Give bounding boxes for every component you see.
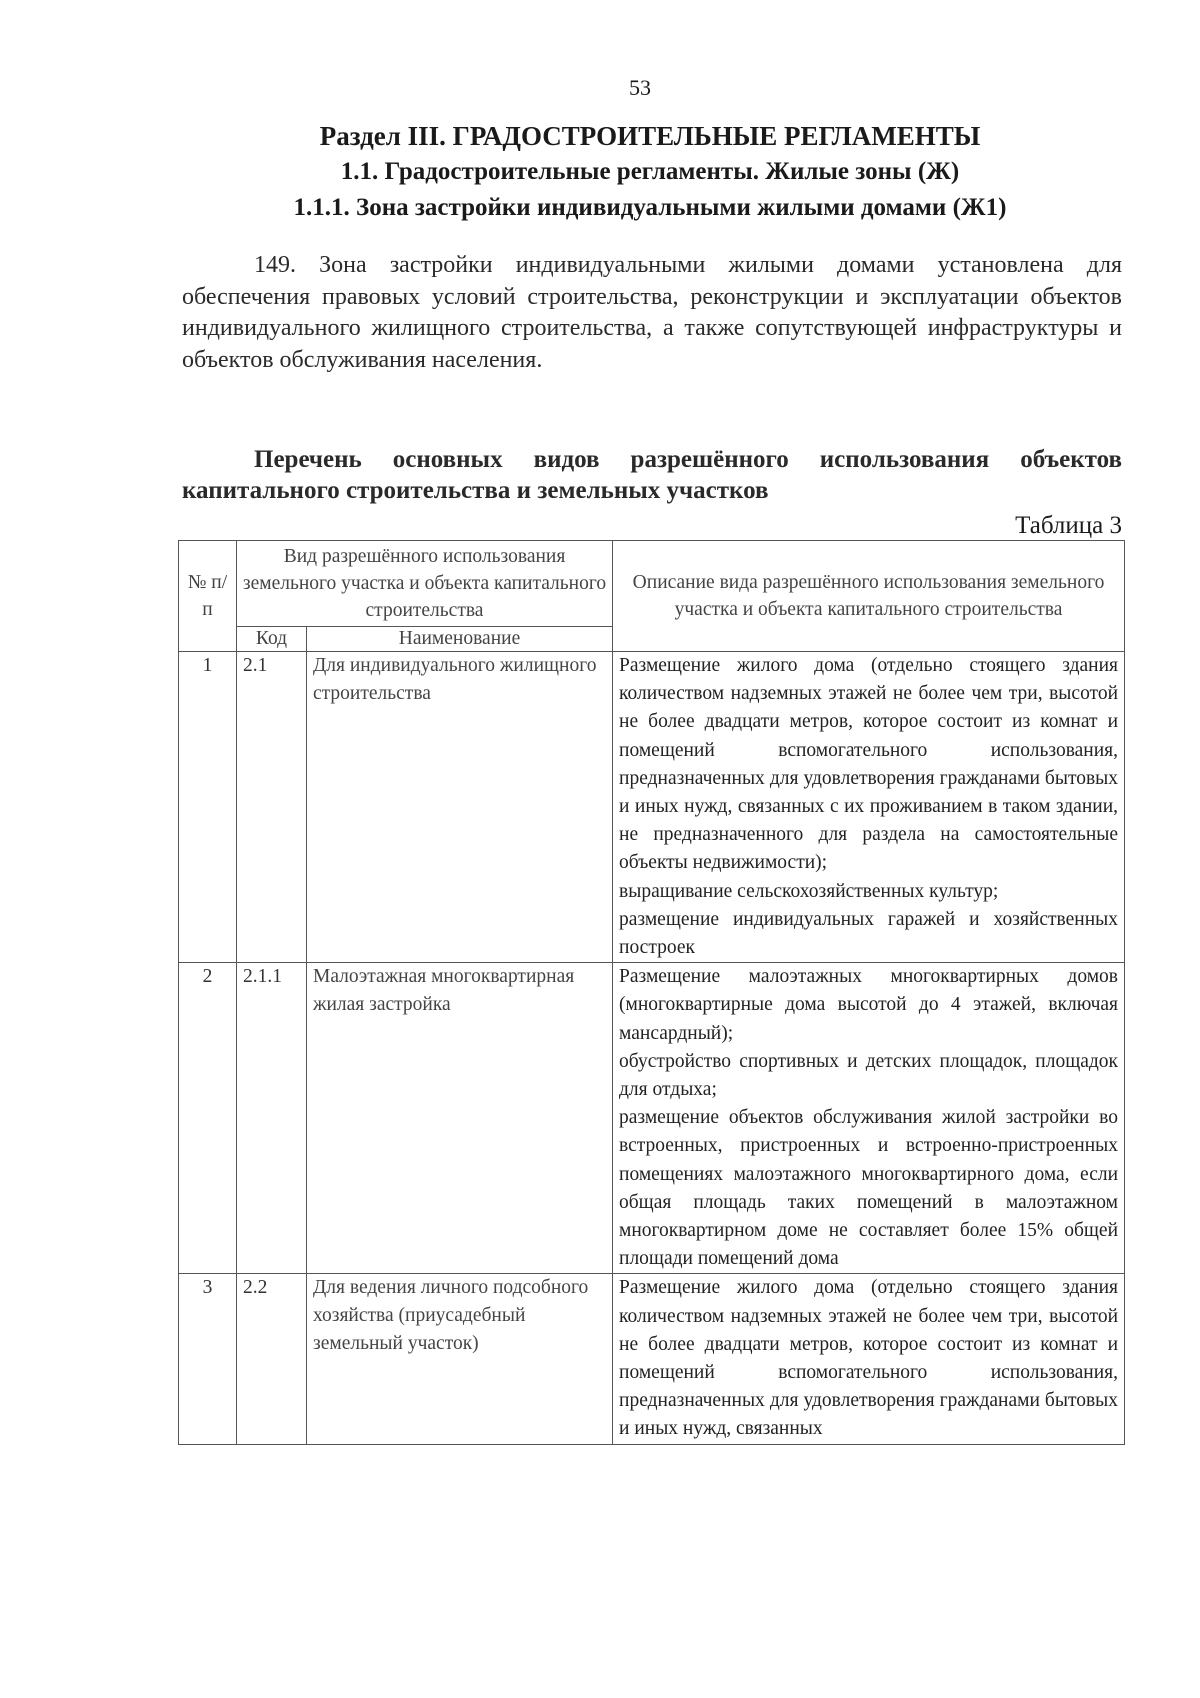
description-line: обустройство спортивных и детских площадок, площадок для отдыха;: [619, 1050, 1119, 1101]
row-number: 1: [179, 652, 237, 963]
row-name: Для ведения личного подсобного хозяйства (приусадебный земельный участок): [307, 1274, 613, 1444]
row-description: [613, 652, 1125, 963]
row-number: 3: [179, 1274, 237, 1444]
table-row: [179, 963, 1125, 1274]
row-code: 2.1.1: [237, 963, 307, 1274]
row-code: 2.2: [237, 1274, 307, 1444]
row-number: 2: [179, 963, 237, 1274]
headings-block: [0, 118, 1200, 226]
header-number: № п/п: [179, 541, 237, 652]
permitted-use-table: [178, 540, 1125, 1445]
row-code: 2.1: [237, 652, 307, 963]
table-caption: Таблица 3: [1015, 512, 1122, 539]
subsection-heading: 1.1. Градостроительные регламенты. Жилые зоны (Ж): [340, 158, 960, 185]
description-line: Размещение жилого дома (отдельно стоящего здания количеством надземных этажей не более чем три, высотой не более двадцати метров, которое состоит из комнат и помещений вспомогательного использования, предназначенных для удовлетворения гражданами бытовых и иных нужд, связанных с их проживанием в таком здании, не предназначенного для раздела на самостоятельные объекты недвижимости);: [619, 655, 1119, 874]
header-usage-type: Вид разрешённого использования земельного участка и объекта капитального строительства: [237, 541, 613, 627]
page-number: 53: [629, 75, 651, 100]
description-line: размещение индивидуальных гаражей и хозяйственных построек: [619, 908, 1119, 959]
header-description: Описание вида разрешённого использования земельного участка и объекта капитального строительства: [613, 541, 1125, 652]
description-line: Размещение жилого дома (отдельно стоящего здания количеством надземных этажей не более чем три, высотой не более двадцати метров, которое состоит из комнат и помещений вспомогательного использования, предназначенных для удовлетворения гражданами бытовых и иных нужд, связанных: [619, 1277, 1119, 1440]
row-name: Малоэтажная многоквартирная жилая застройка: [307, 963, 613, 1274]
list-title: Перечень основных видов разрешённого использования объектов капитального строительства и земельных участков: [182, 446, 1122, 504]
description-line: Размещение малоэтажных многоквартирных домов (многоквартирные дома высотой до 4 этажей, включая мансардный);: [619, 966, 1119, 1044]
header-code: Код: [237, 627, 307, 652]
row-name: Для индивидуального жилищного строительства: [307, 652, 613, 963]
description-line: выращивание сельскохозяйственных культур;: [619, 880, 999, 902]
section-heading: Раздел III. ГРАДОСТРОИТЕЛЬНЫЕ РЕГЛАМЕНТЫ: [319, 121, 981, 151]
row-description: [613, 1274, 1125, 1444]
row-description: [613, 963, 1125, 1274]
zone-description-paragraph: 149. Зона застройки индивидуальными жилыми домами установлена для обеспечения правовых условий строительства, реконструкции и эксплуатации объектов индивидуального жилищного строительства, а также сопутствующей инфраструктуры и объектов обслуживания населения.: [182, 252, 1122, 373]
zone-heading: 1.1.1. Зона застройки индивидуальными жилыми домами (Ж1): [293, 194, 1007, 221]
table-row: [179, 652, 1125, 963]
table-row: [179, 1274, 1125, 1444]
description-line: размещение объектов обслуживания жилой застройки во встроенных, пристроенных и встроенно-пристроенных помещениях малоэтажного многоквартирного дома, если общая площадь таких помещений в малоэтажном многоквартирном доме не составляет более 15% общей площади помещений дома: [619, 1107, 1119, 1270]
header-name: Наименование: [307, 627, 613, 652]
